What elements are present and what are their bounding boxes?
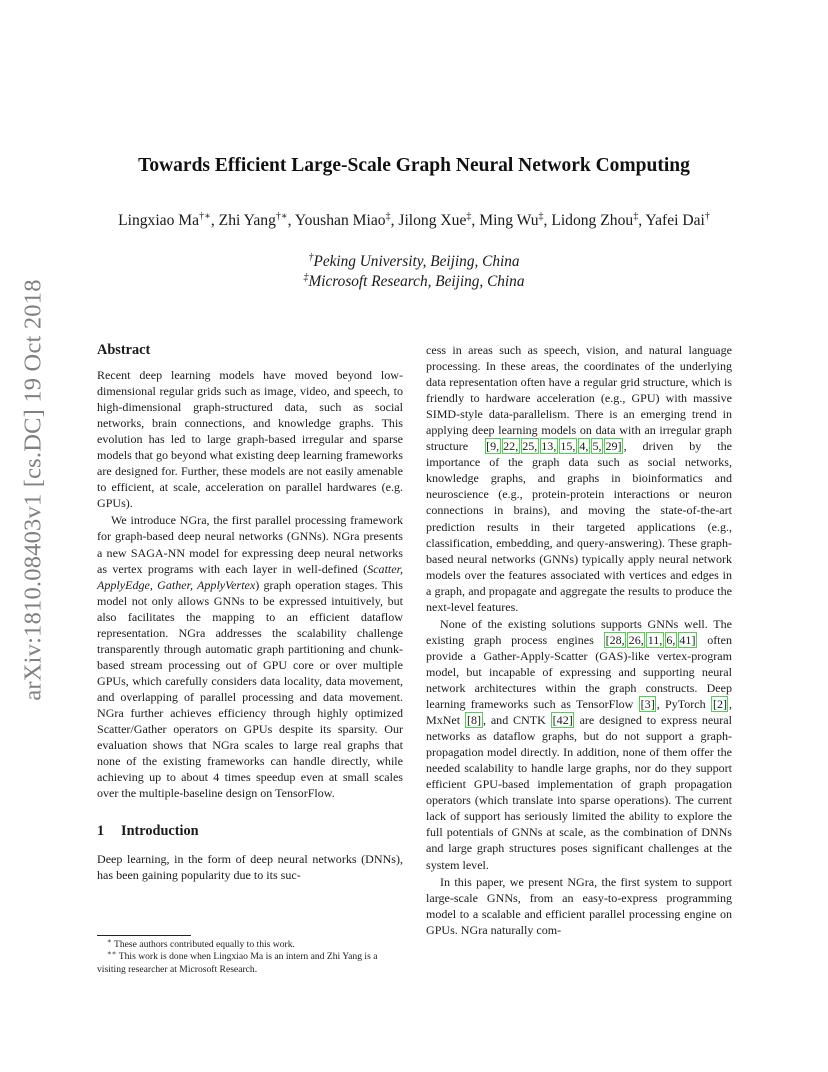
footnote: ∗∗ This work is done when Lingxiao Ma is an intern and Zhi Yang is a visiting researcher at Microsoft Research. xyxy=(97,949,378,975)
author-mark: ‡ xyxy=(633,210,639,222)
affiliation-peking xyxy=(100,253,728,271)
author-mark: ‡ xyxy=(538,210,544,222)
arxiv-identifier-stamp xyxy=(12,280,56,700)
abstract-paragraph: We introduce NGra, the first parallel processing framework for graph-based deep neural networks (GNNs). NGra presents a new SAGA-NN model for expressing deep neural networks as vertex programs with each layer in well-defined (Scatter, ApplyEdge, Gather, ApplyVertex) graph operation stages. This model not only allows GNNs to be expressed intuitively, but also facilitates the mapping to an efficient dataflow representation. NGra addresses the scalability challenge transparently through automatic graph partitioning and chunk-based stream processing out of GPU core or over multiple GPUs, which carefully considers data locality, data movement, and overlapping of parallel processing and data movement. NGra further achieves efficiency through highly optimized Scatter/Gather operators on GPUs despite its sparsity. Our evaluation shows that NGra scales to large real graphs that none of the existing frameworks can handle directly, while achieving up to about 4 times speedup even at small scales over the multiple-baseline design on TensorFlow. xyxy=(97,513,403,801)
footnote-mark: ∗∗ xyxy=(107,949,117,958)
paper-title: Towards Efficient Large-Scale Graph Neural Network Computing xyxy=(138,155,690,176)
author-mark: ‡ xyxy=(466,210,472,222)
author-mark: †∗ xyxy=(275,210,288,222)
body-paragraph: cess in areas such as speech, vision, and natural language processing. In these areas, the coordinates of the underlying data representation often have a regular grid structure, which is friendly to hardware acceleration (e.g., GPU) with massive SIMD-style data-parallelism. There is an emerging trend in applying deep learning models on data with an irregular graph structure [9, 22, 25, 13, 15, 4, 5, 29] , driven by the importance of the graph data such as social networks, knowledge graphs, and graphs in bioinformatics and neuroscience (e.g., protein-protein interactions or neuron connections in brains), and moving the state-of-the-art prediction results in their targeted applications (e.g., classification, embedding, and query-answering). These graph-based neural networks (GNNs) typically apply neural network models over the features associated with vertices and edges in a graph, and propagate and aggregate the results to produce the next-level features. xyxy=(426,343,732,614)
body-paragraph: In this paper, we present NGra, the first system to support large-scale GNNs, from an easy-to-express programming model to a scalable and efficient parallel processing engine on GPUs. NGra naturally com- xyxy=(426,874,732,937)
author-name: Youshan Miao xyxy=(294,212,386,229)
section-heading-introduction xyxy=(97,823,403,839)
citation-link[interactable]: 26, xyxy=(628,632,644,647)
stage-names: Scatter, ApplyEdge, Gather, ApplyVertex xyxy=(97,561,403,592)
author-mark: †∗ xyxy=(199,210,211,222)
citation-link[interactable]: 13, xyxy=(541,439,557,454)
affiliation-text: Peking University, Beijing, China xyxy=(313,253,520,270)
affiliation-microsoft xyxy=(100,273,728,291)
author-mark: ‡ xyxy=(385,210,391,222)
citation-link[interactable]: 25, xyxy=(522,439,538,454)
citation-link[interactable]: [28, xyxy=(605,632,625,647)
arxiv-identifier-text: arXiv:1810.08403v1 [cs.DC] 19 Oct 2018 xyxy=(20,279,48,701)
citation-link[interactable]: [42] xyxy=(552,713,573,728)
citation-link[interactable]: 4, xyxy=(579,439,589,454)
abstract-heading: Abstract xyxy=(97,342,151,358)
author-mark: † xyxy=(704,210,710,222)
footnote-mark: ∗ xyxy=(107,936,112,945)
affiliation-mark: ‡ xyxy=(303,271,309,283)
citation-link[interactable]: 41] xyxy=(679,632,696,647)
right-column xyxy=(426,342,732,938)
citation-link[interactable]: [2] xyxy=(712,697,727,712)
affiliation-mark: † xyxy=(308,251,314,263)
footnotes xyxy=(97,936,403,976)
author-name: Yafei Dai xyxy=(645,212,705,229)
author-name: Jilong Xue xyxy=(398,212,467,229)
citation-link[interactable]: 6, xyxy=(666,632,676,647)
citation-link[interactable]: 15, xyxy=(560,439,576,454)
citation-link[interactable]: 22, xyxy=(503,439,519,454)
citation-link[interactable]: [9, xyxy=(486,439,500,454)
citation-link[interactable]: 5, xyxy=(592,439,602,454)
citation-link[interactable]: [3] xyxy=(640,697,655,712)
affiliation-text: Microsoft Research, Beijing, China xyxy=(308,273,525,290)
citation-link[interactable]: 11, xyxy=(647,632,663,647)
left-column xyxy=(97,342,403,883)
body-paragraph: Deep learning, in the form of deep neural networks (DNNs), has been gaining popularity due to its suc- xyxy=(97,852,403,883)
section-title: Introduction xyxy=(121,823,199,840)
citation-link[interactable]: [8] xyxy=(466,713,481,728)
section-number: 1 xyxy=(97,823,105,840)
footnote: ∗ These authors contributed equally to this work. xyxy=(107,936,295,950)
abstract-paragraph: Recent deep learning models have moved beyond low-dimensional regular grids such as image, video, and speech, to high-dimensional graph-structured data, such as social networks, brain connections, and knowledge graphs. This evolution has led to large graph-based irregular and sparse models that go beyond what existing deep learning frameworks are designed for. Further, these models are not easily amenable to efficient, at scale, acceleration on parallel hardwares (e.g. GPUs). xyxy=(97,368,403,511)
author-name: Lidong Zhou xyxy=(551,212,634,229)
citation-link[interactable]: 29] xyxy=(605,439,622,454)
author-list: Lingxiao Ma†∗, Zhi Yang†∗, Youshan Miao‡, Jilong Xue‡, Ming Wu‡, Lidong Zhou‡, Yafei Dai† xyxy=(118,210,710,229)
body-paragraph: None of the existing solutions supports GNNs well. The existing graph process engines [28, 26, 11, 6, 41] often provide a Gather-Apply-Scatter (GAS)-like vertex-program model, but incapable of expressing and supporting neural network architectures within the graph constructs. Deep learning frameworks such as TensorFlow [3] , PyTorch [2] , MxNet [8] , and CNTK [42] are designed to express neural networks as dataflow graphs, but do not support a graph-propagation model directly. In addition, none of them offer the needed scalability to handle large graphs, nor do they support efficient GPU-based implementation of graph propagation operators (which translate into sparse operations). The current lack of support has seriously limited the ability to explore the full potentials of GNNs at scale, as the combination of DNNs and large graph structures poses significant challenges at the system level. xyxy=(426,616,732,872)
author-name: Zhi Yang xyxy=(218,212,276,229)
author-name: Ming Wu xyxy=(479,212,539,229)
author-name: Lingxiao Ma xyxy=(118,212,200,229)
